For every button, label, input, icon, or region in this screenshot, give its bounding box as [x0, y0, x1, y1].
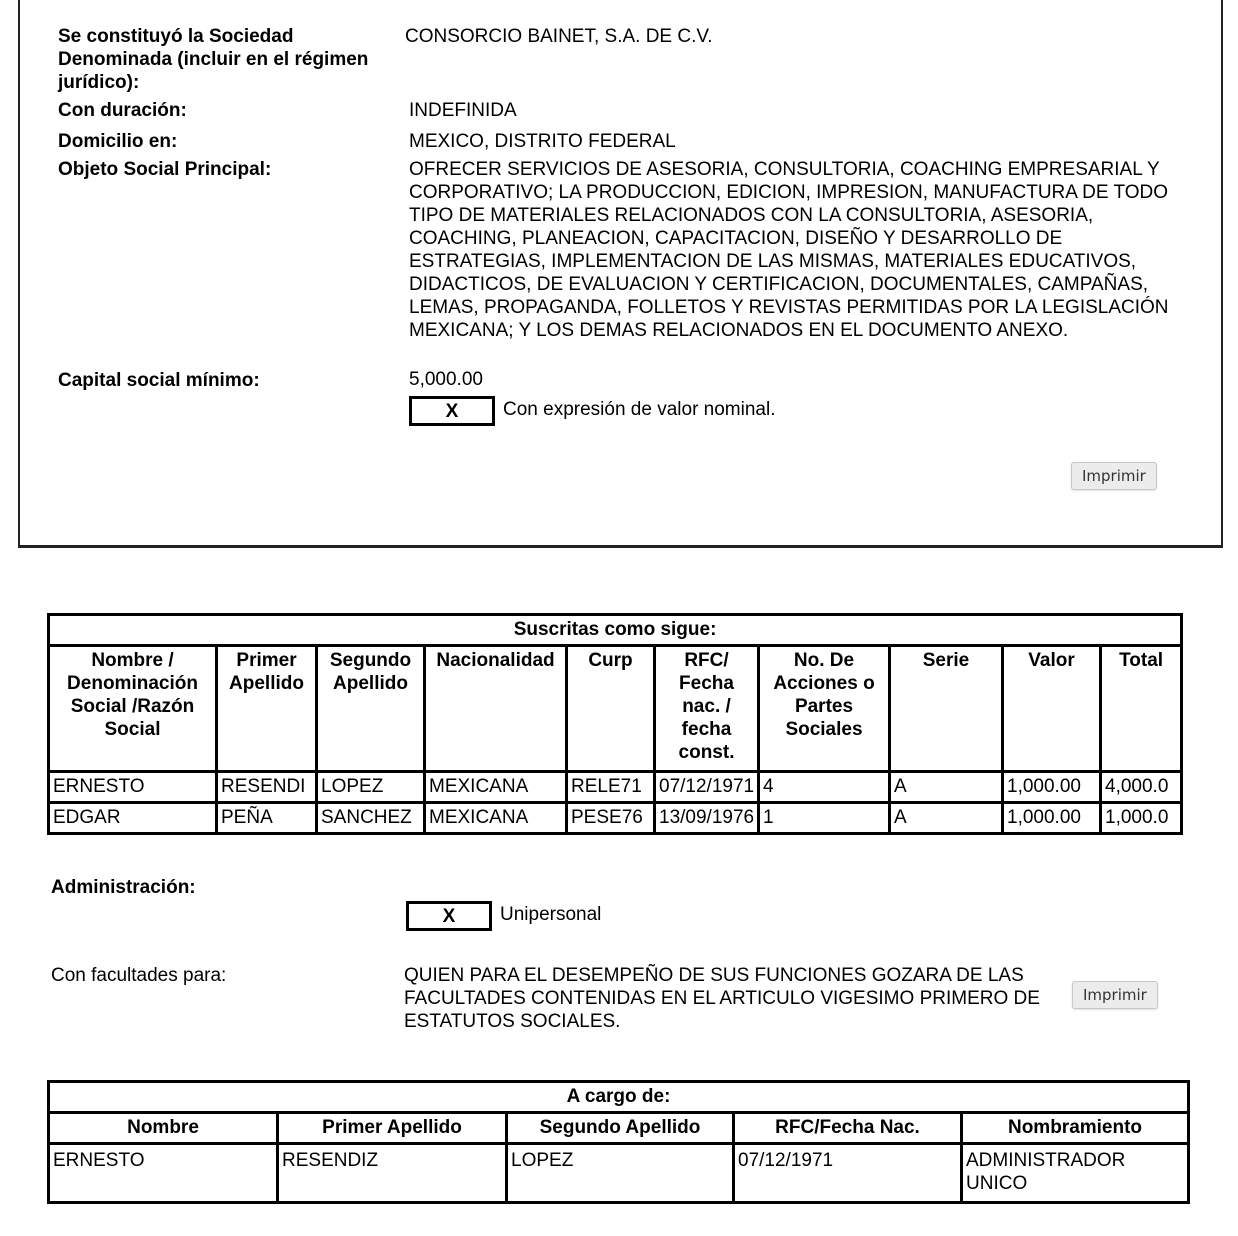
cell-nacionalidad: MEXICANA — [425, 803, 567, 834]
unipersonal-label: Unipersonal — [500, 904, 602, 925]
cell-nacionalidad: MEXICANA — [425, 772, 567, 803]
label-sociedad: Se constituyó la Sociedad Denominada (incluir en el régimen jurídico): — [58, 26, 369, 93]
cell-valor: 1,000.00 — [1003, 772, 1101, 803]
cell-rfc: 13/09/1976 — [655, 803, 759, 834]
cell-segundo-apellido: LOPEZ — [317, 772, 425, 803]
col-header-rfc-fecha: RFC/Fecha Nac. — [734, 1113, 962, 1144]
col-header-primer-apellido: Primer Apellido — [217, 646, 317, 772]
cell-rfc: 07/12/1971 — [655, 772, 759, 803]
cell-rfc-fecha: 07/12/1971 — [734, 1144, 962, 1203]
valor-nominal-label: Con expresión de valor nominal. — [503, 399, 776, 420]
cell-acciones: 4 — [759, 772, 890, 803]
col-header-total: Total — [1101, 646, 1182, 772]
print-button-company[interactable]: Imprimir — [1071, 462, 1157, 490]
value-sociedad: CONSORCIO BAINET, S.A. DE C.V. — [405, 26, 713, 47]
label-capital: Capital social mínimo: — [58, 370, 260, 391]
cell-nombramiento: ADMINISTRADOR UNICO — [962, 1144, 1189, 1203]
col-header-nombramiento: Nombramiento — [962, 1113, 1189, 1144]
col-header-segundo-apellido: Segundo Apellido — [317, 646, 425, 772]
cell-valor: 1,000.00 — [1003, 803, 1101, 834]
administracion-title: Administración: — [51, 877, 196, 898]
col-header-nombre: Nombre / Denominación Social /Razón Social — [49, 646, 217, 772]
suscritas-caption: Suscritas como sigue: — [49, 615, 1182, 646]
cell-primer-apellido: PEÑA — [217, 803, 317, 834]
cell-nombre: ERNESTO — [49, 1144, 278, 1203]
suscritas-header-row — [49, 646, 1182, 772]
cell-nombre: EDGAR — [49, 803, 217, 834]
label-domicilio: Domicilio en: — [58, 131, 178, 152]
value-duracion: INDEFINIDA — [409, 100, 517, 121]
cell-curp: PESE76 — [567, 803, 655, 834]
valor-nominal-checkbox: X — [409, 396, 495, 426]
table-row — [49, 1144, 1189, 1203]
table-row — [49, 803, 1182, 834]
a-cargo-caption: A cargo de: — [49, 1082, 1189, 1113]
col-header-acciones: No. De Acciones o Partes Sociales — [759, 646, 890, 772]
col-header-nombre: Nombre — [49, 1113, 278, 1144]
print-button-administracion[interactable]: Imprimir — [1072, 981, 1158, 1009]
suscritas-table — [47, 613, 1183, 835]
cell-acciones: 1 — [759, 803, 890, 834]
a-cargo-header-row — [49, 1113, 1189, 1144]
col-header-rfc: RFC/ Fecha nac. / fecha const. — [655, 646, 759, 772]
cell-nombre: ERNESTO — [49, 772, 217, 803]
cell-primer-apellido: RESENDI — [217, 772, 317, 803]
cell-primer-apellido: RESENDIZ — [278, 1144, 507, 1203]
facultades-text: QUIEN PARA EL DESEMPEÑO DE SUS FUNCIONES GOZARA DE LAS FACULTADES CONTENIDAS EN EL ARTICULO VIGESIMO PRIMERO DE ESTATUTOS SOCIALES. — [404, 965, 1040, 1032]
label-objeto: Objeto Social Principal: — [58, 159, 272, 180]
col-header-nacionalidad: Nacionalidad — [425, 646, 567, 772]
value-capital: 5,000.00 — [409, 369, 483, 390]
cell-serie: A — [890, 803, 1003, 834]
cell-total: 1,000.0 — [1101, 803, 1182, 834]
col-header-curp: Curp — [567, 646, 655, 772]
value-objeto: OFRECER SERVICIOS DE ASESORIA, CONSULTORIA, COACHING EMPRESARIAL Y CORPORATIVO; LA PRODUCCION, EDICION, IMPRESION, MANUFACTURA DE TODO TIPO DE MATERIALES RELACIONADOS CON LA CONSULTORIA, ASESORIA, COACHING, PLANEACION, CAPACITACION, DISEÑO Y DESARROLLO DE ESTRATEGIAS, IMPLEMENTACION DE LAS MISMAS, MATERIALES EDUCATIVOS, DIDACTICOS, DE EVALUACION Y CERTIFICACION, DOCUMENTALES, CAMPAÑAS, LEMAS, PROPAGANDA, FOLLETOS Y REVISTAS PERMITIDAS POR LA LEGISLACIÓN MEXICANA; Y LOS DEMAS RELACIONADOS EN EL DOCUMENTO ANEXO. — [409, 159, 1169, 341]
cell-segundo-apellido: SANCHEZ — [317, 803, 425, 834]
a-cargo-table — [47, 1080, 1190, 1204]
cell-curp: RELE71 — [567, 772, 655, 803]
cell-total: 4,000.0 — [1101, 772, 1182, 803]
col-header-primer-apellido: Primer Apellido — [278, 1113, 507, 1144]
label-duracion: Con duración: — [58, 100, 187, 121]
unipersonal-checkbox: X — [406, 901, 492, 931]
cell-segundo-apellido: LOPEZ — [507, 1144, 734, 1203]
col-header-valor: Valor — [1003, 646, 1101, 772]
table-row — [49, 772, 1182, 803]
col-header-segundo-apellido: Segundo Apellido — [507, 1113, 734, 1144]
value-domicilio: MEXICO, DISTRITO FEDERAL — [409, 131, 676, 152]
cell-serie: A — [890, 772, 1003, 803]
col-header-serie: Serie — [890, 646, 1003, 772]
facultades-label: Con facultades para: — [51, 965, 227, 986]
